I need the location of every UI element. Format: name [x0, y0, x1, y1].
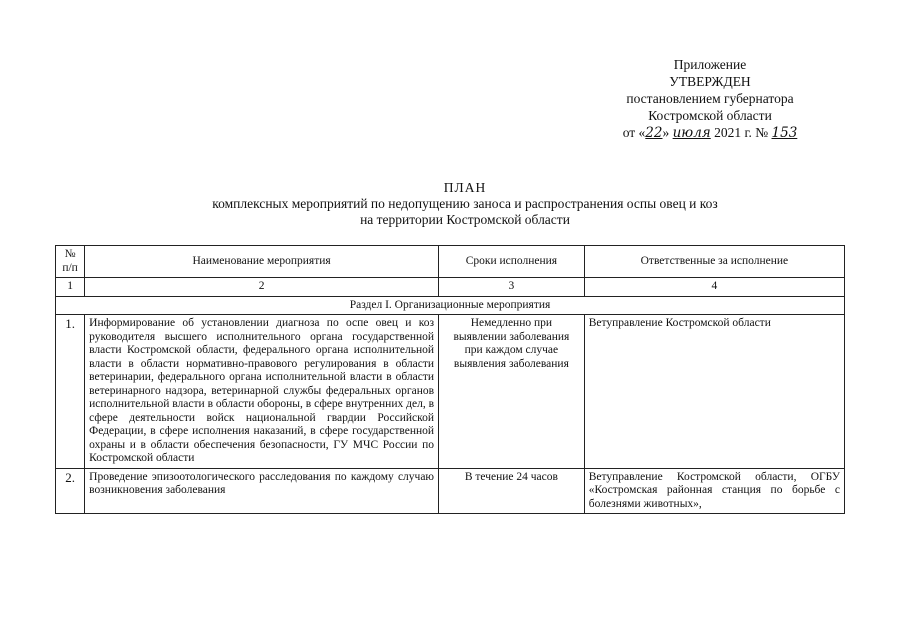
date-year: 2021 г. №	[714, 125, 769, 140]
table-row	[56, 315, 845, 469]
col-number-3: 3	[439, 278, 585, 297]
approved-by-label: постановлением губернатора	[626, 91, 794, 106]
row-term: Немедленно при выявлении заболевания при каждом случае выявления заболевания	[439, 315, 585, 469]
row-name: Проведение эпизоотологического расследования по каждому случаю возникновения заболевания	[85, 468, 439, 514]
col-number-4: 4	[584, 278, 844, 297]
col-number-1: 1	[56, 278, 85, 297]
date-day: 22	[645, 125, 663, 141]
col-number-2: 2	[85, 278, 439, 297]
approved-label: УТВЕРЖДЕН	[669, 74, 751, 89]
row-resp: Ветуправление Костромской области	[584, 315, 844, 469]
header-num: № п/п	[56, 246, 85, 278]
table-row	[56, 468, 845, 514]
table-header-row	[56, 246, 845, 278]
section-row	[56, 296, 845, 315]
approval-block	[560, 56, 860, 142]
decree-number: 153	[771, 125, 798, 141]
header-term: Сроки исполнения	[439, 246, 585, 278]
plan-table	[55, 245, 845, 514]
section-title: Раздел I. Организационные мероприятия	[56, 296, 845, 315]
document-title	[100, 180, 830, 228]
date-month: июля	[672, 125, 711, 141]
row-number: 1.	[56, 315, 85, 469]
date-prefix: от «	[622, 125, 646, 140]
plan-subtitle-line1: комплексных мероприятий по недопущению заноса и распространения оспы овец и коз	[212, 196, 718, 211]
approval-date	[560, 124, 860, 142]
row-name: Информирование об установлении диагноза по оспе овец и коз руководителя высшего исполнительного органа государственной власти Костромской области, федерального органа исполнительной власти в области нормативно-правового регулирования в области ветеринарии, федерального органа исполнительной власти в области ветеринарного надзора, ветеринарной службы федеральных органов исполнительной власти в области обороны, в сфере внутренних дел, в сфере деятельности войск национальной гвардии Российской Федерации, в сфере исполнения наказаний, в сфере государственной охраны и в области обеспечения безопасности, ГУ МЧС России по Костромской области	[85, 315, 439, 469]
region-label: Костромской области	[648, 108, 772, 123]
appendix-label: Приложение	[673, 57, 747, 72]
date-mid: »	[662, 125, 670, 140]
plan-subtitle-line2: на территории Костромской области	[360, 212, 570, 227]
row-resp: Ветуправление Костромской области, ОГБУ «Костромская районная станция по борьбе с болезнями животных»,	[584, 468, 844, 514]
row-term: В течение 24 часов	[439, 468, 585, 514]
header-resp: Ответственные за исполнение	[584, 246, 844, 278]
plan-heading: ПЛАН	[443, 180, 487, 195]
row-number: 2.	[56, 468, 85, 514]
header-name: Наименование мероприятия	[85, 246, 439, 278]
column-number-row	[56, 278, 845, 297]
